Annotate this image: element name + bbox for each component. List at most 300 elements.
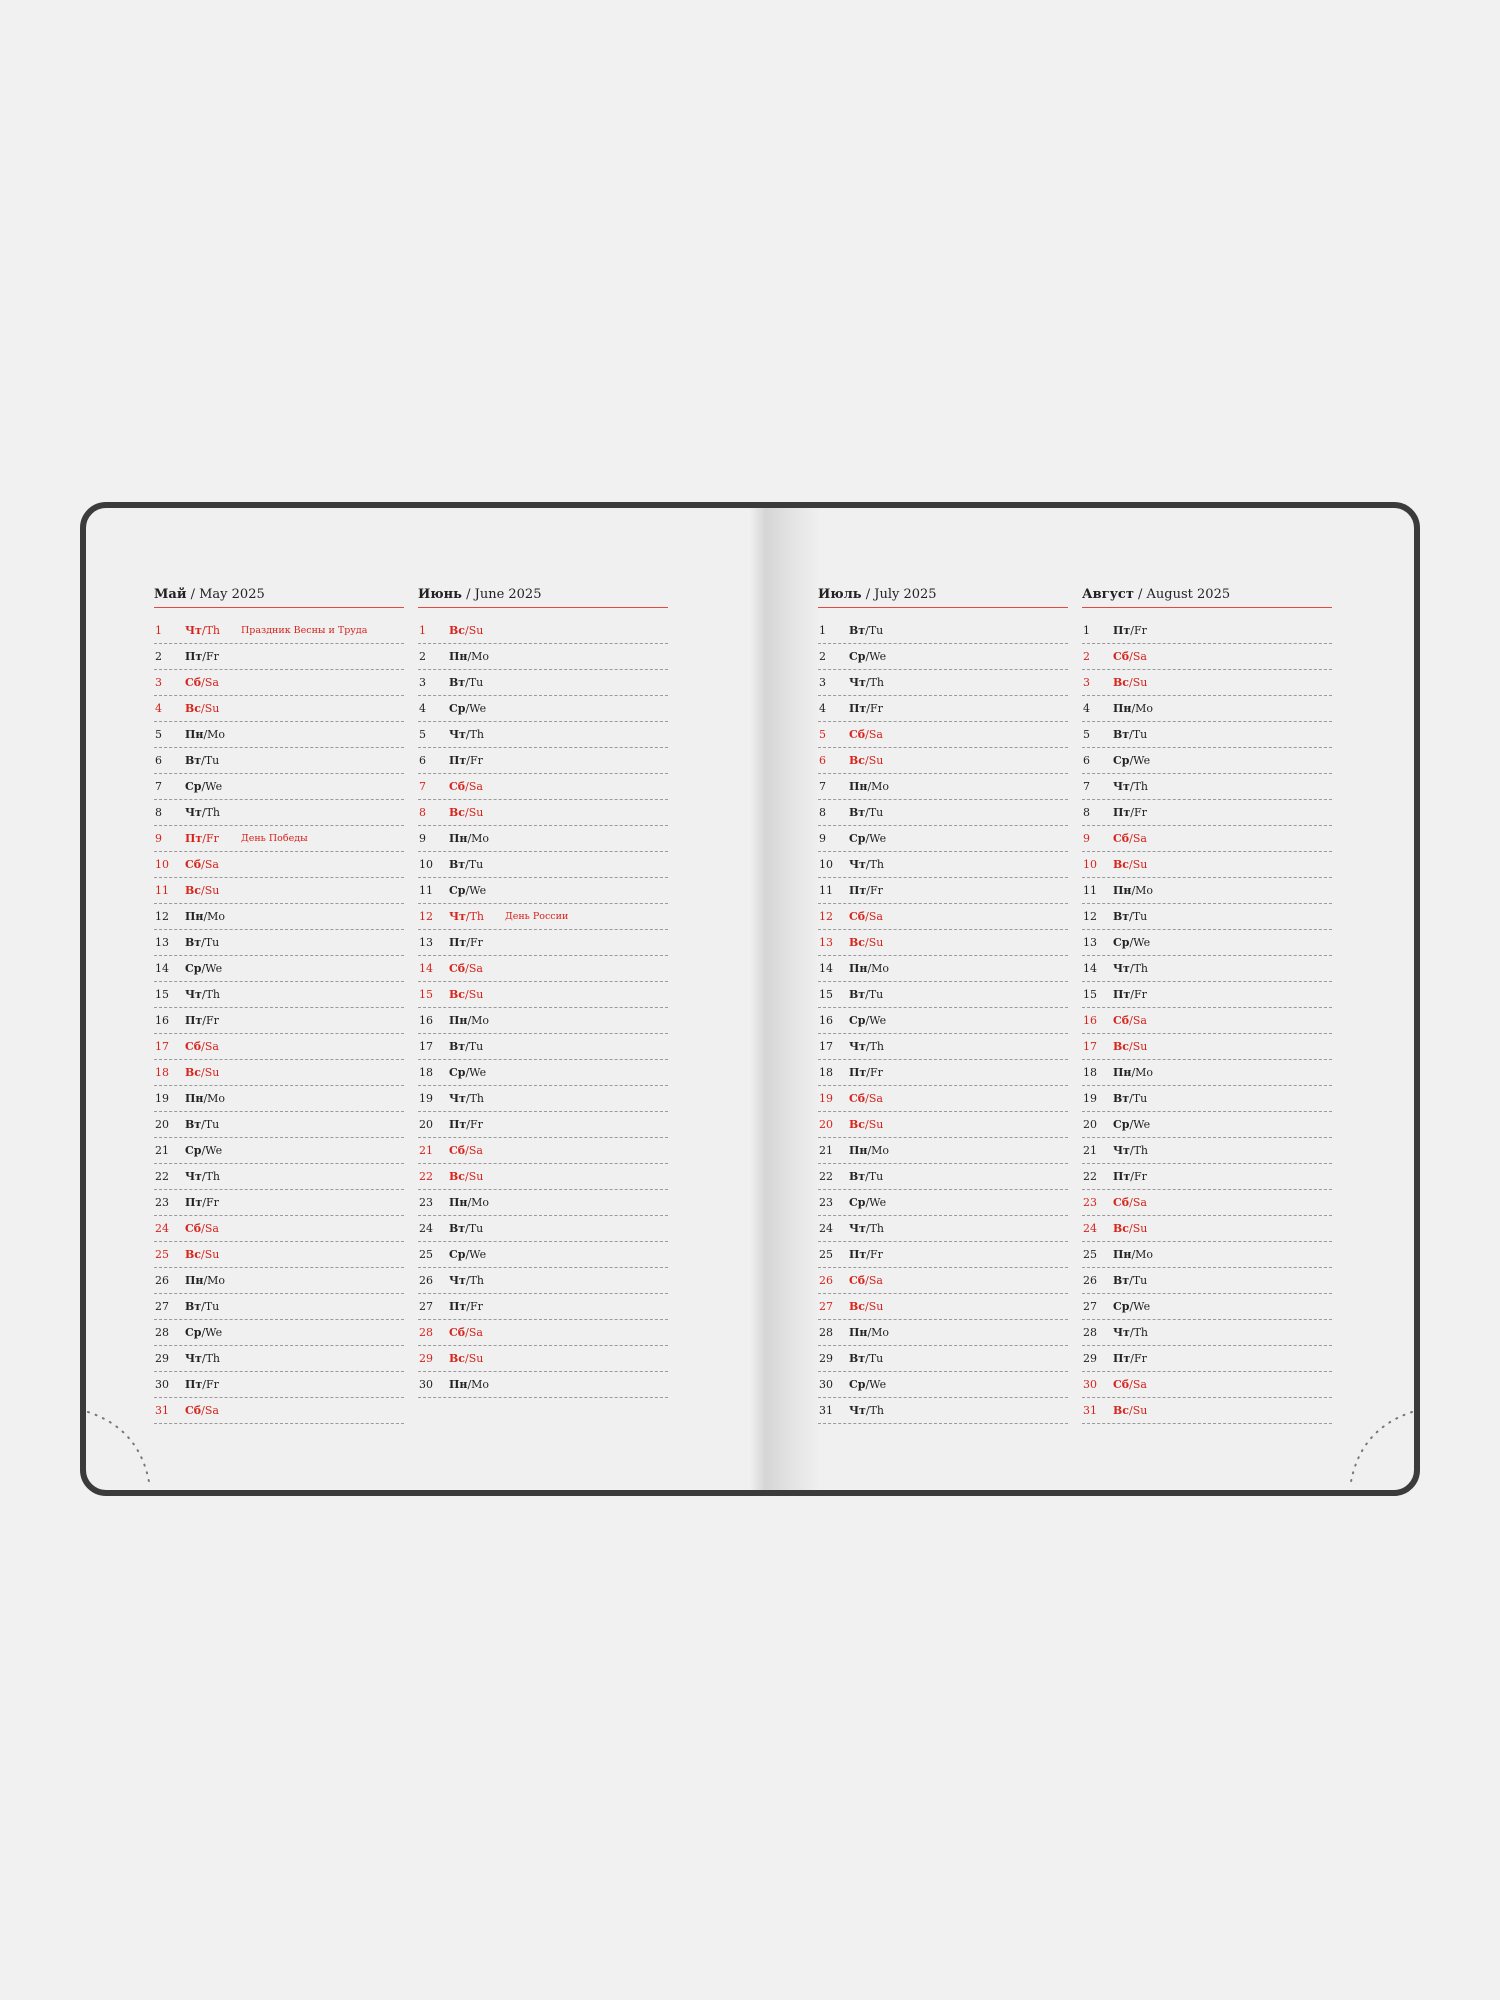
weekday-ru: Чт bbox=[1113, 962, 1130, 975]
weekday-ru: Чт bbox=[185, 624, 202, 637]
weekday-ru: Пт bbox=[185, 1378, 203, 1391]
weekday-en: Sa bbox=[468, 1326, 483, 1339]
weekday: Ср/We bbox=[849, 650, 887, 663]
weekday-en: Th bbox=[469, 1274, 485, 1287]
day-number: 7 bbox=[1083, 780, 1090, 793]
weekday-en: Su bbox=[468, 1170, 484, 1183]
day-number: 5 bbox=[155, 728, 162, 741]
weekday-en: Fr bbox=[1133, 1170, 1147, 1183]
day-row bbox=[1082, 930, 1332, 956]
weekday: Ср/We bbox=[449, 1066, 487, 1079]
month-title: Июнь / June 2025 bbox=[418, 586, 668, 608]
weekday-ru: Вт bbox=[449, 858, 466, 871]
weekday-en: Fr bbox=[1133, 1352, 1147, 1365]
weekday: Ср/We bbox=[449, 702, 487, 715]
day-row bbox=[418, 774, 668, 800]
weekday: Чт/Th bbox=[185, 1170, 221, 1183]
weekday: Ср/We bbox=[1113, 1118, 1151, 1131]
corner-curve-right bbox=[1334, 1400, 1414, 1490]
weekday-ru: Вс bbox=[185, 1248, 201, 1261]
day-number: 29 bbox=[1083, 1352, 1097, 1365]
day-number: 6 bbox=[419, 754, 426, 767]
weekday-en: We bbox=[469, 1248, 487, 1261]
day-number: 12 bbox=[1083, 910, 1097, 923]
weekday-en: Su bbox=[204, 884, 220, 897]
weekday: Чт/Th bbox=[849, 1040, 885, 1053]
weekday-en: Th bbox=[1133, 1326, 1149, 1339]
weekday-en: Tu bbox=[204, 1118, 220, 1131]
weekday-en: Tu bbox=[1132, 728, 1148, 741]
weekday-en: Th bbox=[205, 1352, 221, 1365]
day-row bbox=[818, 1320, 1068, 1346]
weekday: Чт/Th bbox=[849, 676, 885, 689]
day-row bbox=[1082, 852, 1332, 878]
weekday-ru: Сб bbox=[1113, 832, 1130, 845]
day-number: 24 bbox=[1083, 1222, 1097, 1235]
weekday: Пт/Fr bbox=[449, 1300, 483, 1313]
day-number: 26 bbox=[155, 1274, 169, 1287]
day-number: 7 bbox=[819, 780, 826, 793]
weekday: Вс/Su bbox=[1113, 1040, 1148, 1053]
weekday-ru: Пт bbox=[185, 1196, 203, 1209]
day-row bbox=[418, 852, 668, 878]
day-number: 4 bbox=[1083, 702, 1090, 715]
weekday: Пн/Mo bbox=[1113, 702, 1154, 715]
weekday: Чт/Th bbox=[185, 988, 221, 1001]
weekday: Вт/Tu bbox=[185, 754, 220, 767]
day-row bbox=[818, 1008, 1068, 1034]
day-number: 11 bbox=[155, 884, 169, 897]
day-row bbox=[1082, 800, 1332, 826]
holiday-label: День Победы bbox=[241, 833, 308, 844]
day-row bbox=[154, 904, 404, 930]
weekday: Пн/Mo bbox=[849, 1144, 890, 1157]
day-number: 18 bbox=[155, 1066, 169, 1079]
weekday: Чт/Th bbox=[849, 858, 885, 871]
day-row bbox=[818, 1112, 1068, 1138]
day-number: 24 bbox=[155, 1222, 169, 1235]
day-number: 28 bbox=[819, 1326, 833, 1339]
weekday: Пт/Fr bbox=[185, 832, 219, 845]
weekday: Пн/Mo bbox=[849, 962, 890, 975]
day-row bbox=[418, 722, 668, 748]
weekday-ru: Вт bbox=[1113, 1274, 1130, 1287]
day-number: 14 bbox=[819, 962, 833, 975]
weekday: Ср/We bbox=[185, 1144, 223, 1157]
weekday-ru: Чт bbox=[449, 728, 466, 741]
weekday-ru: Пн bbox=[449, 650, 468, 663]
day-number: 29 bbox=[819, 1352, 833, 1365]
weekday: Вс/Su bbox=[449, 1352, 484, 1365]
weekday-ru: Вс bbox=[849, 754, 865, 767]
planner-spread bbox=[80, 502, 1420, 1496]
weekday: Вт/Tu bbox=[1113, 1092, 1148, 1105]
day-row bbox=[1082, 1060, 1332, 1086]
weekday-en: Th bbox=[1133, 962, 1149, 975]
weekday: Ср/We bbox=[849, 1378, 887, 1391]
weekday-en: Sa bbox=[204, 1040, 219, 1053]
day-row bbox=[154, 852, 404, 878]
weekday-ru: Ср bbox=[849, 832, 866, 845]
day-row bbox=[154, 1008, 404, 1034]
weekday-ru: Сб bbox=[185, 1040, 202, 1053]
day-number: 6 bbox=[819, 754, 826, 767]
day-number: 10 bbox=[819, 858, 833, 871]
weekday-en: Tu bbox=[468, 1222, 484, 1235]
weekday-ru: Вс bbox=[849, 1300, 865, 1313]
weekday: Сб/Sa bbox=[1113, 832, 1147, 845]
weekday: Сб/Sa bbox=[449, 780, 483, 793]
weekday-ru: Вт bbox=[849, 988, 866, 1001]
day-number: 27 bbox=[1083, 1300, 1097, 1313]
day-row bbox=[154, 1086, 404, 1112]
day-row bbox=[154, 800, 404, 826]
day-row bbox=[1082, 826, 1332, 852]
day-row bbox=[1082, 618, 1332, 644]
weekday: Пт/Fr bbox=[185, 650, 219, 663]
day-number: 23 bbox=[819, 1196, 833, 1209]
weekday-en: Mo bbox=[207, 1274, 226, 1287]
weekday-ru: Сб bbox=[449, 1144, 466, 1157]
day-row bbox=[418, 1164, 668, 1190]
month-title: Июль / July 2025 bbox=[818, 586, 1068, 608]
weekday-en: Fr bbox=[205, 1014, 219, 1027]
weekday: Вт/Tu bbox=[185, 1300, 220, 1313]
day-number: 16 bbox=[819, 1014, 833, 1027]
weekday: Вт/Tu bbox=[185, 936, 220, 949]
weekday-en: Tu bbox=[868, 1170, 884, 1183]
weekday-en: Sa bbox=[1132, 650, 1147, 663]
month-name-ru: Июль bbox=[818, 587, 862, 602]
weekday: Сб/Sa bbox=[185, 1404, 219, 1417]
weekday: Пт/Fr bbox=[1113, 1170, 1147, 1183]
month-name-ru: Июнь bbox=[418, 587, 462, 602]
weekday: Ср/We bbox=[849, 1196, 887, 1209]
weekday-en: Sa bbox=[468, 1144, 483, 1157]
day-row bbox=[1082, 1190, 1332, 1216]
day-row bbox=[154, 748, 404, 774]
weekday-en: Tu bbox=[868, 624, 884, 637]
weekday-en: Su bbox=[1132, 1040, 1148, 1053]
weekday-ru: Вс bbox=[185, 1066, 201, 1079]
weekday: Вт/Tu bbox=[849, 1170, 884, 1183]
day-row bbox=[818, 904, 1068, 930]
day-row bbox=[818, 1216, 1068, 1242]
weekday-ru: Чт bbox=[185, 1352, 202, 1365]
weekday-ru: Пт bbox=[185, 1014, 203, 1027]
day-row bbox=[1082, 722, 1332, 748]
day-row bbox=[818, 982, 1068, 1008]
weekday-ru: Сб bbox=[185, 1404, 202, 1417]
weekday: Пт/Fr bbox=[1113, 806, 1147, 819]
weekday: Чт/Th bbox=[1113, 780, 1149, 793]
weekday-en: Mo bbox=[1135, 884, 1154, 897]
weekday-ru: Вт bbox=[449, 676, 466, 689]
day-row bbox=[418, 982, 668, 1008]
weekday-ru: Вт bbox=[185, 754, 202, 767]
day-number: 28 bbox=[1083, 1326, 1097, 1339]
day-number: 30 bbox=[155, 1378, 169, 1391]
weekday-ru: Вс bbox=[449, 624, 465, 637]
weekday: Вт/Tu bbox=[849, 624, 884, 637]
weekday: Вс/Su bbox=[1113, 1222, 1148, 1235]
day-row bbox=[818, 1346, 1068, 1372]
day-number: 25 bbox=[1083, 1248, 1097, 1261]
day-row bbox=[1082, 904, 1332, 930]
weekday-en: Fr bbox=[869, 702, 883, 715]
weekday-en: Th bbox=[205, 988, 221, 1001]
day-number: 16 bbox=[419, 1014, 433, 1027]
day-row bbox=[818, 800, 1068, 826]
weekday-ru: Пн bbox=[449, 1196, 468, 1209]
day-row bbox=[1082, 1346, 1332, 1372]
day-row bbox=[1082, 1320, 1332, 1346]
weekday-ru: Ср bbox=[849, 1014, 866, 1027]
day-number: 2 bbox=[419, 650, 426, 663]
day-number: 27 bbox=[819, 1300, 833, 1313]
weekday: Сб/Sa bbox=[1113, 1196, 1147, 1209]
day-row bbox=[154, 1164, 404, 1190]
weekday: Пт/Fr bbox=[1113, 1352, 1147, 1365]
weekday-en: Su bbox=[868, 1300, 884, 1313]
weekday-ru: Вт bbox=[1113, 910, 1130, 923]
weekday-en: Tu bbox=[204, 936, 220, 949]
day-row bbox=[418, 748, 668, 774]
day-number: 24 bbox=[419, 1222, 433, 1235]
weekday-ru: Пн bbox=[449, 832, 468, 845]
weekday: Пт/Fr bbox=[849, 884, 883, 897]
weekday-ru: Вс bbox=[449, 988, 465, 1001]
weekday-en: Mo bbox=[1135, 702, 1154, 715]
day-number: 30 bbox=[1083, 1378, 1097, 1391]
day-number: 20 bbox=[419, 1118, 433, 1131]
day-row bbox=[154, 1320, 404, 1346]
day-row bbox=[1082, 1138, 1332, 1164]
weekday: Чт/Th bbox=[1113, 1144, 1149, 1157]
weekday-en: Sa bbox=[204, 858, 219, 871]
weekday-en: Sa bbox=[1132, 832, 1147, 845]
weekday: Вс/Su bbox=[1113, 1404, 1148, 1417]
day-number: 25 bbox=[819, 1248, 833, 1261]
day-row bbox=[1082, 1268, 1332, 1294]
weekday-en: Th bbox=[1133, 780, 1149, 793]
day-number: 30 bbox=[419, 1378, 433, 1391]
day-number: 8 bbox=[1083, 806, 1090, 819]
weekday-en: Mo bbox=[871, 1326, 890, 1339]
day-row bbox=[418, 1320, 668, 1346]
weekday: Пт/Fr bbox=[185, 1378, 219, 1391]
weekday-en: Fr bbox=[869, 1066, 883, 1079]
day-row bbox=[1082, 956, 1332, 982]
weekday: Вс/Su bbox=[849, 1300, 884, 1313]
weekday: Вт/Tu bbox=[1113, 1274, 1148, 1287]
weekday: Вт/Tu bbox=[1113, 910, 1148, 923]
day-number: 30 bbox=[819, 1378, 833, 1391]
weekday: Вт/Tu bbox=[449, 858, 484, 871]
day-number: 25 bbox=[419, 1248, 433, 1261]
weekday-en: We bbox=[869, 1196, 887, 1209]
weekday-en: Mo bbox=[871, 1144, 890, 1157]
day-row bbox=[418, 1086, 668, 1112]
day-row bbox=[154, 1060, 404, 1086]
month-may bbox=[154, 586, 404, 1424]
day-row bbox=[1082, 696, 1332, 722]
weekday: Чт/Th bbox=[849, 1222, 885, 1235]
weekday-ru: Чт bbox=[1113, 780, 1130, 793]
day-number: 19 bbox=[419, 1092, 433, 1105]
day-number: 1 bbox=[419, 624, 426, 637]
weekday: Вс/Su bbox=[449, 1170, 484, 1183]
day-row bbox=[418, 826, 668, 852]
weekday-ru: Пн bbox=[849, 962, 868, 975]
day-number: 26 bbox=[419, 1274, 433, 1287]
weekday-en: Tu bbox=[468, 1040, 484, 1053]
weekday-en: Mo bbox=[1135, 1248, 1154, 1261]
weekday: Пн/Mo bbox=[1113, 1066, 1154, 1079]
weekday-en: Th bbox=[205, 1170, 221, 1183]
day-number: 10 bbox=[419, 858, 433, 871]
weekday-en: Th bbox=[469, 910, 485, 923]
weekday-ru: Вт bbox=[185, 936, 202, 949]
day-number: 9 bbox=[419, 832, 426, 845]
weekday-en: Sa bbox=[868, 1092, 883, 1105]
weekday: Вс/Su bbox=[849, 936, 884, 949]
day-number: 1 bbox=[1083, 624, 1090, 637]
weekday-en: Fr bbox=[469, 1118, 483, 1131]
weekday-en: Mo bbox=[1135, 1066, 1154, 1079]
day-row bbox=[818, 722, 1068, 748]
weekday-ru: Пн bbox=[849, 1144, 868, 1157]
day-number: 10 bbox=[155, 858, 169, 871]
day-number: 9 bbox=[1083, 832, 1090, 845]
weekday: Чт/Th bbox=[449, 1274, 485, 1287]
weekday: Пт/Fr bbox=[185, 1014, 219, 1027]
weekday-en: Tu bbox=[468, 676, 484, 689]
weekday-en: Tu bbox=[868, 1352, 884, 1365]
weekday: Сб/Sa bbox=[849, 1274, 883, 1287]
day-list bbox=[818, 618, 1068, 1424]
month-title: Август / August 2025 bbox=[1082, 586, 1332, 608]
day-number: 12 bbox=[155, 910, 169, 923]
day-number: 29 bbox=[155, 1352, 169, 1365]
day-row bbox=[818, 1164, 1068, 1190]
weekday-ru: Пт bbox=[849, 1248, 867, 1261]
day-row bbox=[154, 618, 404, 644]
weekday-ru: Вт bbox=[849, 1170, 866, 1183]
weekday-ru: Пт bbox=[185, 832, 203, 845]
day-number: 17 bbox=[155, 1040, 169, 1053]
weekday-ru: Сб bbox=[449, 1326, 466, 1339]
weekday-en: Fr bbox=[869, 1248, 883, 1261]
weekday-ru: Пн bbox=[1113, 702, 1132, 715]
day-row bbox=[154, 1346, 404, 1372]
day-row bbox=[818, 748, 1068, 774]
day-row bbox=[154, 1216, 404, 1242]
weekday: Сб/Sa bbox=[185, 1040, 219, 1053]
day-row bbox=[818, 696, 1068, 722]
weekday-en: We bbox=[869, 1378, 887, 1391]
day-number: 4 bbox=[819, 702, 826, 715]
weekday-ru: Вт bbox=[185, 1118, 202, 1131]
day-number: 22 bbox=[1083, 1170, 1097, 1183]
weekday-ru: Пн bbox=[1113, 1066, 1132, 1079]
day-row bbox=[154, 982, 404, 1008]
weekday-ru: Чт bbox=[185, 1170, 202, 1183]
day-row bbox=[154, 878, 404, 904]
weekday: Пт/Fr bbox=[449, 754, 483, 767]
weekday-ru: Сб bbox=[1113, 650, 1130, 663]
weekday-ru: Ср bbox=[449, 1066, 466, 1079]
day-row bbox=[154, 774, 404, 800]
weekday-ru: Пт bbox=[1113, 1170, 1131, 1183]
weekday-ru: Вт bbox=[449, 1040, 466, 1053]
weekday: Пт/Fr bbox=[849, 1066, 883, 1079]
day-number: 2 bbox=[1083, 650, 1090, 663]
day-row bbox=[1082, 1398, 1332, 1424]
weekday: Вс/Su bbox=[849, 1118, 884, 1131]
day-row bbox=[818, 644, 1068, 670]
day-number: 17 bbox=[419, 1040, 433, 1053]
weekday: Ср/We bbox=[185, 780, 223, 793]
weekday-en: Mo bbox=[207, 910, 226, 923]
weekday-ru: Вт bbox=[1113, 728, 1130, 741]
day-number: 23 bbox=[1083, 1196, 1097, 1209]
weekday: Чт/Th bbox=[449, 728, 485, 741]
weekday: Сб/Sa bbox=[449, 962, 483, 975]
weekday: Пн/Mo bbox=[185, 1274, 226, 1287]
weekday-en: We bbox=[1133, 754, 1151, 767]
day-number: 27 bbox=[155, 1300, 169, 1313]
weekday-en: We bbox=[469, 702, 487, 715]
month-name-en: August 2025 bbox=[1146, 587, 1231, 602]
weekday-en: Fr bbox=[869, 884, 883, 897]
day-row bbox=[1082, 1008, 1332, 1034]
weekday: Сб/Sa bbox=[185, 676, 219, 689]
weekday-ru: Сб bbox=[849, 728, 866, 741]
weekday-en: Th bbox=[869, 1040, 885, 1053]
weekday: Пт/Fr bbox=[1113, 988, 1147, 1001]
day-number: 5 bbox=[819, 728, 826, 741]
day-number: 2 bbox=[819, 650, 826, 663]
day-number: 8 bbox=[819, 806, 826, 819]
weekday: Вт/Tu bbox=[849, 806, 884, 819]
planner-spine bbox=[750, 508, 820, 1490]
weekday-ru: Пт bbox=[1113, 624, 1131, 637]
weekday-ru: Вс bbox=[185, 884, 201, 897]
weekday-ru: Пт bbox=[849, 702, 867, 715]
weekday-en: Th bbox=[869, 676, 885, 689]
weekday: Ср/We bbox=[1113, 936, 1151, 949]
weekday: Вс/Su bbox=[185, 702, 220, 715]
weekday: Пн/Mo bbox=[449, 1196, 490, 1209]
weekday-ru: Пт bbox=[449, 1118, 467, 1131]
weekday-ru: Сб bbox=[1113, 1378, 1130, 1391]
weekday-en: Tu bbox=[1132, 910, 1148, 923]
weekday-ru: Вс bbox=[449, 806, 465, 819]
weekday: Пт/Fr bbox=[849, 702, 883, 715]
weekday-ru: Чт bbox=[449, 910, 466, 923]
weekday-en: Su bbox=[868, 1118, 884, 1131]
weekday-en: We bbox=[1133, 1300, 1151, 1313]
weekday: Вс/Su bbox=[449, 624, 484, 637]
weekday-en: We bbox=[869, 650, 887, 663]
weekday-ru: Чт bbox=[1113, 1326, 1130, 1339]
weekday-ru: Пт bbox=[185, 650, 203, 663]
weekday: Вс/Su bbox=[185, 1066, 220, 1079]
weekday: Сб/Sa bbox=[1113, 650, 1147, 663]
day-row bbox=[418, 696, 668, 722]
day-row bbox=[1082, 670, 1332, 696]
